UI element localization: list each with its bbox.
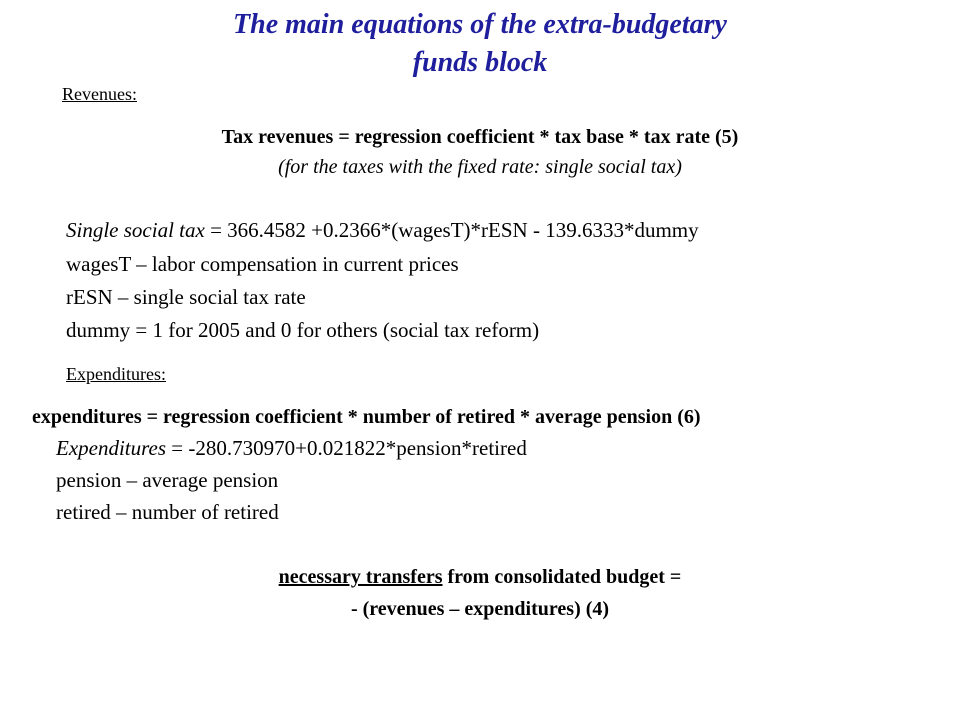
revenues-label: Revenues: — [62, 84, 137, 104]
definition-dummy: dummy = 1 for 2005 and 0 for others (social tax reform) — [66, 318, 540, 342]
tax-revenues-formula: Tax revenues = regression coefficient * tax base * tax rate (5) — [221, 126, 739, 148]
page-title-line-1: The main equations of the extra-budgetary — [233, 9, 727, 40]
page-title-line-2: funds block — [412, 47, 548, 78]
single-social-tax-expression: = 366.4582 +0.2366*(wagesT)*rESN - 139.6333*dummy — [204, 218, 699, 242]
transfers-formula-line-1 — [0, 566, 960, 589]
expenditures-term: Expenditures — [56, 436, 167, 460]
definition-rESN: rESN – single social tax rate — [66, 285, 306, 309]
transfers-rest: from consolidated budget = — [442, 566, 682, 588]
definition-wagesT: wagesT – labor compensation in current prices — [66, 252, 459, 276]
expenditures-formula: expenditures = regression coefficient * number of retired * average pension (6) — [32, 406, 701, 428]
definition-retired: retired – number of retired — [56, 500, 279, 524]
definition-pension: pension – average pension — [56, 468, 279, 492]
expenditures-equation — [56, 436, 527, 461]
transfers-formula-line-2: - (revenues – expenditures) (4) — [350, 598, 610, 620]
expenditures-expression: = -280.730970+0.021822*pension*retired — [166, 436, 527, 460]
tax-revenues-note: (for the taxes with the fixed rate: single social tax) — [278, 156, 682, 178]
necessary-transfers-term: necessary transfers — [278, 566, 443, 588]
single-social-tax-equation — [66, 218, 699, 243]
single-social-tax-term: Single social tax — [66, 218, 205, 242]
expenditures-label: Expenditures: — [66, 364, 166, 384]
